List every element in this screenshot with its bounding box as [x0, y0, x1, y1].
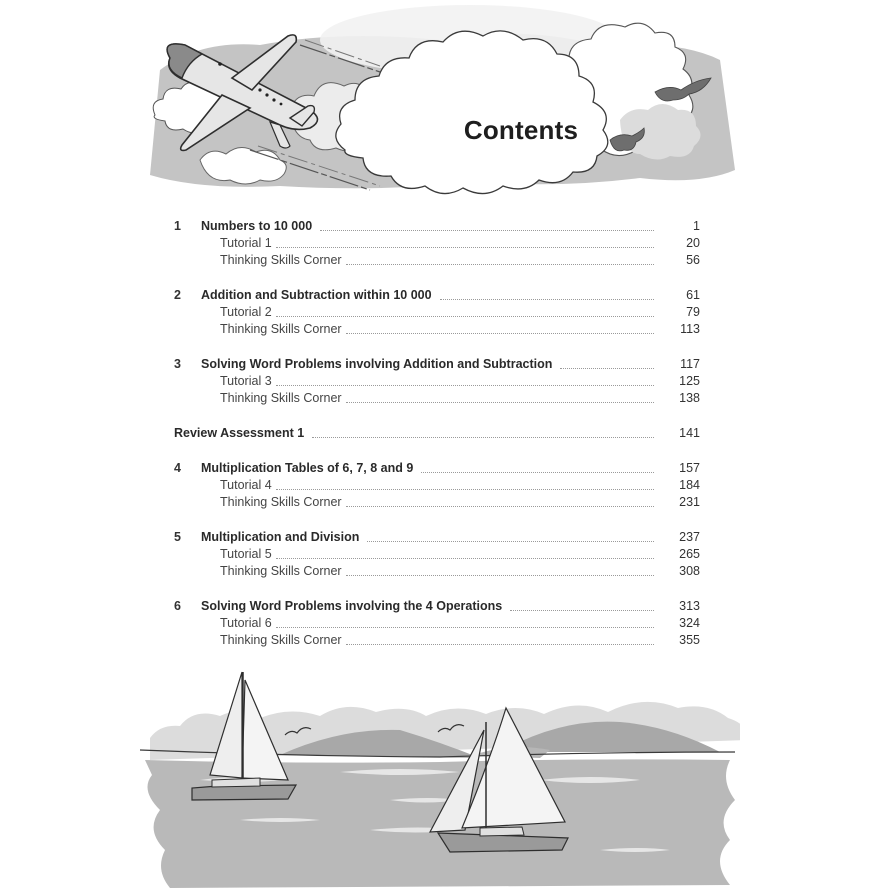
dot-leader: [510, 610, 654, 611]
page-number: 79: [686, 305, 700, 319]
header-illustration: [140, 0, 740, 210]
item-title: Thinking Skills Corner: [220, 391, 342, 405]
airplane-clouds-illustration: [140, 0, 740, 210]
chapter-number: 3: [174, 357, 181, 371]
chapter-title: Numbers to 10 000: [201, 219, 313, 233]
dot-leader: [346, 402, 654, 403]
chapter-number: 6: [174, 599, 181, 613]
item-title: Thinking Skills Corner: [220, 322, 342, 336]
dot-leader: [276, 385, 654, 386]
page-number: 308: [679, 564, 700, 578]
item-title: Tutorial 3: [220, 374, 272, 388]
toc-item-tutorial-2[interactable]: [174, 304, 700, 321]
toc-item-tutorial-3[interactable]: [174, 373, 700, 390]
chapter-title: Solving Word Problems involving Addition and Subtraction: [201, 357, 553, 371]
dot-leader: [440, 299, 654, 300]
dot-leader: [560, 368, 654, 369]
page-number: 61: [686, 288, 700, 302]
sailboats-illustration: [140, 660, 740, 891]
dot-leader: [367, 541, 654, 542]
page-number: 117: [680, 357, 700, 371]
chapter-number: 1: [174, 219, 181, 233]
dot-leader: [346, 575, 654, 576]
toc-chapter-4[interactable]: [174, 460, 700, 477]
dot-leader: [312, 437, 654, 438]
page-number: 20: [686, 236, 700, 250]
toc-item-thinking-skills-6[interactable]: [174, 632, 700, 649]
dot-leader: [276, 489, 654, 490]
page-number: 237: [679, 530, 700, 544]
toc-item-tutorial-4[interactable]: [174, 477, 700, 494]
page-number: 355: [679, 633, 700, 647]
item-title: Tutorial 6: [220, 616, 272, 630]
page-number: 265: [679, 547, 700, 561]
toc-item-thinking-skills-2[interactable]: [174, 321, 700, 338]
page-number: 56: [686, 253, 700, 267]
item-title: Thinking Skills Corner: [220, 253, 342, 267]
page-number: 231: [679, 495, 700, 509]
item-title: Tutorial 1: [220, 236, 272, 250]
toc-item-thinking-skills-3[interactable]: [174, 390, 700, 407]
dot-leader: [346, 506, 654, 507]
review-title: Review Assessment 1: [174, 426, 305, 440]
page-number: 125: [679, 374, 700, 388]
item-title: Thinking Skills Corner: [220, 495, 342, 509]
toc-item-thinking-skills-1[interactable]: [174, 252, 700, 269]
toc-chapter-3[interactable]: [174, 356, 700, 373]
page-number: 313: [679, 599, 700, 613]
chapter-title: Multiplication and Division: [201, 530, 360, 544]
footer-illustration: [140, 660, 740, 891]
dot-leader: [346, 264, 654, 265]
page-number: 324: [679, 616, 700, 630]
chapter-title: Solving Word Problems involving the 4 Operations: [201, 599, 503, 613]
toc-item-thinking-skills-4[interactable]: [174, 494, 700, 511]
dot-leader: [276, 316, 654, 317]
chapter-title: Multiplication Tables of 6, 7, 8 and 9: [201, 461, 414, 475]
item-title: Thinking Skills Corner: [220, 633, 342, 647]
chapter-number: 4: [174, 461, 181, 475]
page-number: 184: [679, 478, 700, 492]
page-number: 138: [679, 391, 700, 405]
page-number: 141: [679, 426, 700, 440]
item-title: Thinking Skills Corner: [220, 564, 342, 578]
item-title: Tutorial 4: [220, 478, 272, 492]
toc-item-tutorial-1[interactable]: [174, 235, 700, 252]
toc-chapter-1[interactable]: [174, 218, 700, 235]
toc-chapter-5[interactable]: [174, 529, 700, 546]
chapter-title: Addition and Subtraction within 10 000: [201, 288, 432, 302]
toc-item-tutorial-6[interactable]: [174, 615, 700, 632]
toc-chapter-6[interactable]: [174, 598, 700, 615]
dot-leader: [421, 472, 654, 473]
toc-chapter-2[interactable]: [174, 287, 700, 304]
dot-leader: [276, 627, 654, 628]
page-number: 157: [679, 461, 700, 475]
toc-item-tutorial-5[interactable]: [174, 546, 700, 563]
item-title: Tutorial 2: [220, 305, 272, 319]
page-number: 1: [693, 219, 700, 233]
item-title: Tutorial 5: [220, 547, 272, 561]
toc-item-thinking-skills-5[interactable]: [174, 563, 700, 580]
dot-leader: [346, 644, 654, 645]
dot-leader: [276, 247, 654, 248]
dot-leader: [346, 333, 654, 334]
table-of-contents: [174, 218, 700, 649]
page-title: Contents: [463, 115, 579, 145]
dot-leader: [276, 558, 654, 559]
chapter-number: 2: [174, 288, 181, 302]
chapter-number: 5: [174, 530, 181, 544]
page-number: 113: [680, 322, 700, 336]
dot-leader: [320, 230, 654, 231]
toc-review-assessment-1[interactable]: [174, 425, 700, 442]
